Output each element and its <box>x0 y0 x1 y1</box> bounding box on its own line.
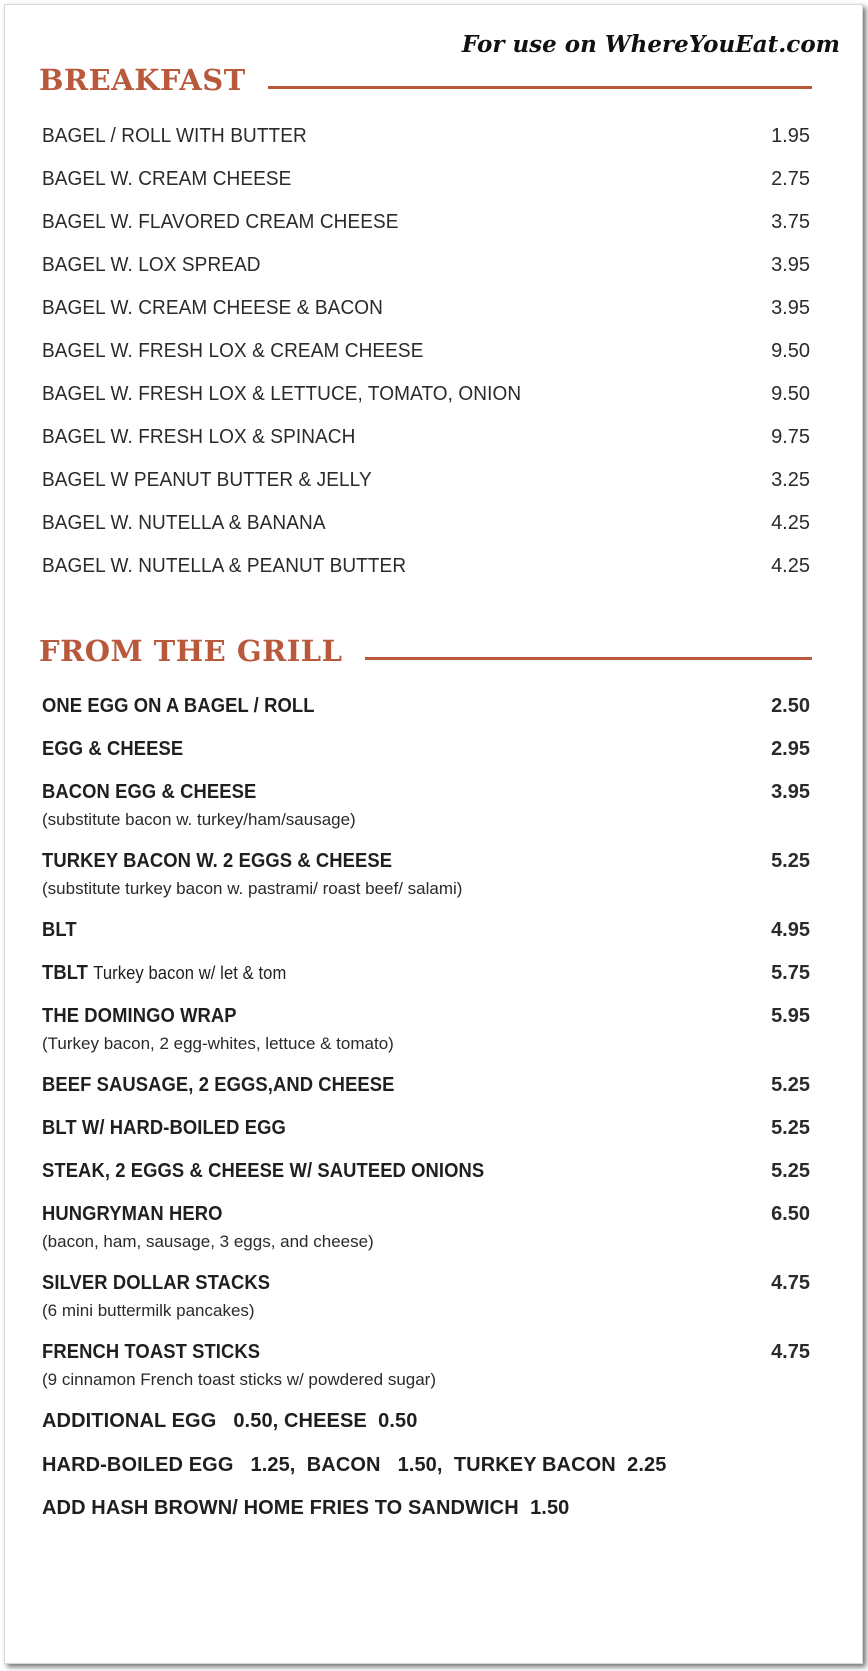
item-note: (substitute bacon w. turkey/ham/sausage) <box>42 810 356 829</box>
menu-item <box>42 512 810 535</box>
extras-line <box>42 1410 810 1433</box>
item-price: 5.75 <box>771 962 810 984</box>
item-price: 3.75 <box>771 211 810 233</box>
menu-item <box>42 211 810 234</box>
menu-item <box>42 1203 810 1252</box>
menu-item <box>42 1160 810 1183</box>
menu-item <box>42 1005 810 1054</box>
extras-text: ADDITIONAL EGG 0.50, CHEESE 0.50 <box>42 1410 418 1432</box>
menu-page <box>4 4 863 1664</box>
item-name: BACON EGG & CHEESE <box>42 781 257 803</box>
item-name: SILVER DOLLAR STACKS <box>42 1272 271 1294</box>
menu-item <box>42 1074 810 1097</box>
item-name: HUNGRYMAN HERO <box>42 1203 223 1225</box>
item-name: BAGEL W. NUTELLA & PEANUT BUTTER <box>42 555 407 577</box>
menu-item <box>42 555 810 578</box>
item-price: 9.75 <box>771 426 810 448</box>
extras-line <box>42 1497 810 1520</box>
item-name: ONE EGG ON A BAGEL / ROLL <box>42 695 315 717</box>
menu-item <box>42 168 810 191</box>
item-note: (9 cinnamon French toast sticks w/ powdered sugar) <box>42 1370 437 1389</box>
grill-header <box>39 634 812 668</box>
item-price: 9.50 <box>771 383 810 405</box>
item-name: BAGEL W. CREAM CHEESE <box>42 168 292 190</box>
item-price: 2.50 <box>771 695 810 717</box>
item-name: THE DOMINGO WRAP <box>42 1005 237 1027</box>
menu-item <box>42 850 810 899</box>
watermark-text: For use on WhereYouEat.com <box>461 31 840 58</box>
item-price: 4.95 <box>771 919 810 941</box>
item-price: 3.95 <box>771 781 810 803</box>
item-name: BLT W/ HARD-BOILED EGG <box>42 1117 286 1139</box>
item-name: EGG & CHEESE <box>42 738 184 760</box>
menu-item <box>42 297 810 320</box>
item-name: BAGEL W. NUTELLA & BANANA <box>42 512 326 534</box>
item-price: 5.25 <box>771 1117 810 1139</box>
grill-title: FROM THE GRILL <box>39 634 343 668</box>
item-price: 5.25 <box>771 850 810 872</box>
item-name-group <box>42 962 286 985</box>
item-name: BAGEL / ROLL WITH BUTTER <box>42 125 307 147</box>
item-note: (substitute turkey bacon w. pastrami/ roast beef/ salami) <box>42 879 463 898</box>
item-name: BAGEL W. FRESH LOX & CREAM CHEESE <box>42 340 424 362</box>
section-divider <box>365 657 812 660</box>
item-name: TURKEY BACON W. 2 EGGS & CHEESE <box>42 850 393 872</box>
item-price: 3.95 <box>771 297 810 319</box>
menu-item <box>42 383 810 406</box>
section-divider <box>268 86 812 89</box>
menu-item <box>42 695 810 718</box>
item-note: (Turkey bacon, 2 egg-whites, lettuce & tomato) <box>42 1034 394 1053</box>
menu-item <box>42 1117 810 1140</box>
item-price: 3.25 <box>771 469 810 491</box>
item-price: 2.95 <box>771 738 810 760</box>
item-price: 4.75 <box>771 1272 810 1294</box>
item-name: TBLT <box>42 962 89 984</box>
menu-item <box>42 962 810 985</box>
item-name: BAGEL W. CREAM CHEESE & BACON <box>42 297 383 319</box>
item-name: BAGEL W. FRESH LOX & LETTUCE, TOMATO, ONION <box>42 383 522 405</box>
item-name: FRENCH TOAST STICKS <box>42 1341 261 1363</box>
menu-item <box>42 738 810 761</box>
item-name: BEEF SAUSAGE, 2 EGGS,AND CHEESE <box>42 1074 395 1096</box>
menu-item <box>42 125 810 148</box>
item-price: 9.50 <box>771 340 810 362</box>
menu-item <box>42 919 810 942</box>
menu-item <box>42 426 810 449</box>
item-price: 1.95 <box>771 125 810 147</box>
item-price: 5.25 <box>771 1074 810 1096</box>
item-price: 5.95 <box>771 1005 810 1027</box>
item-price: 4.75 <box>771 1341 810 1363</box>
item-name: BAGEL W. LOX SPREAD <box>42 254 261 276</box>
item-price: 3.95 <box>771 254 810 276</box>
item-price: 6.50 <box>771 1203 810 1225</box>
item-inline-note: Turkey bacon w/ let & tom <box>93 963 287 983</box>
extras-text: ADD HASH BROWN/ HOME FRIES TO SANDWICH 1.50 <box>42 1497 570 1519</box>
menu-item <box>42 254 810 277</box>
item-name: BAGEL W. FLAVORED CREAM CHEESE <box>42 211 399 233</box>
menu-item <box>42 340 810 363</box>
item-price: 4.25 <box>771 512 810 534</box>
item-price: 5.25 <box>771 1160 810 1182</box>
breakfast-title: BREAKFAST <box>39 63 246 97</box>
menu-item <box>42 469 810 492</box>
menu-item <box>42 1272 810 1321</box>
item-price: 2.75 <box>771 168 810 190</box>
extras-line <box>42 1454 810 1477</box>
extras-text: HARD-BOILED EGG 1.25, BACON 1.50, TURKEY BACON 2.25 <box>42 1454 667 1476</box>
breakfast-header <box>39 63 812 97</box>
item-name: BAGEL W PEANUT BUTTER & JELLY <box>42 469 372 491</box>
item-name: BLT <box>42 919 77 941</box>
menu-item <box>42 1341 810 1390</box>
item-price: 4.25 <box>771 555 810 577</box>
item-name: STEAK, 2 EGGS & CHEESE W/ SAUTEED ONIONS <box>42 1160 485 1182</box>
item-note: (bacon, ham, sausage, 3 eggs, and cheese) <box>42 1232 374 1251</box>
item-name: BAGEL W. FRESH LOX & SPINACH <box>42 426 356 448</box>
item-note: (6 mini buttermilk pancakes) <box>42 1301 255 1320</box>
menu-item <box>42 781 810 830</box>
